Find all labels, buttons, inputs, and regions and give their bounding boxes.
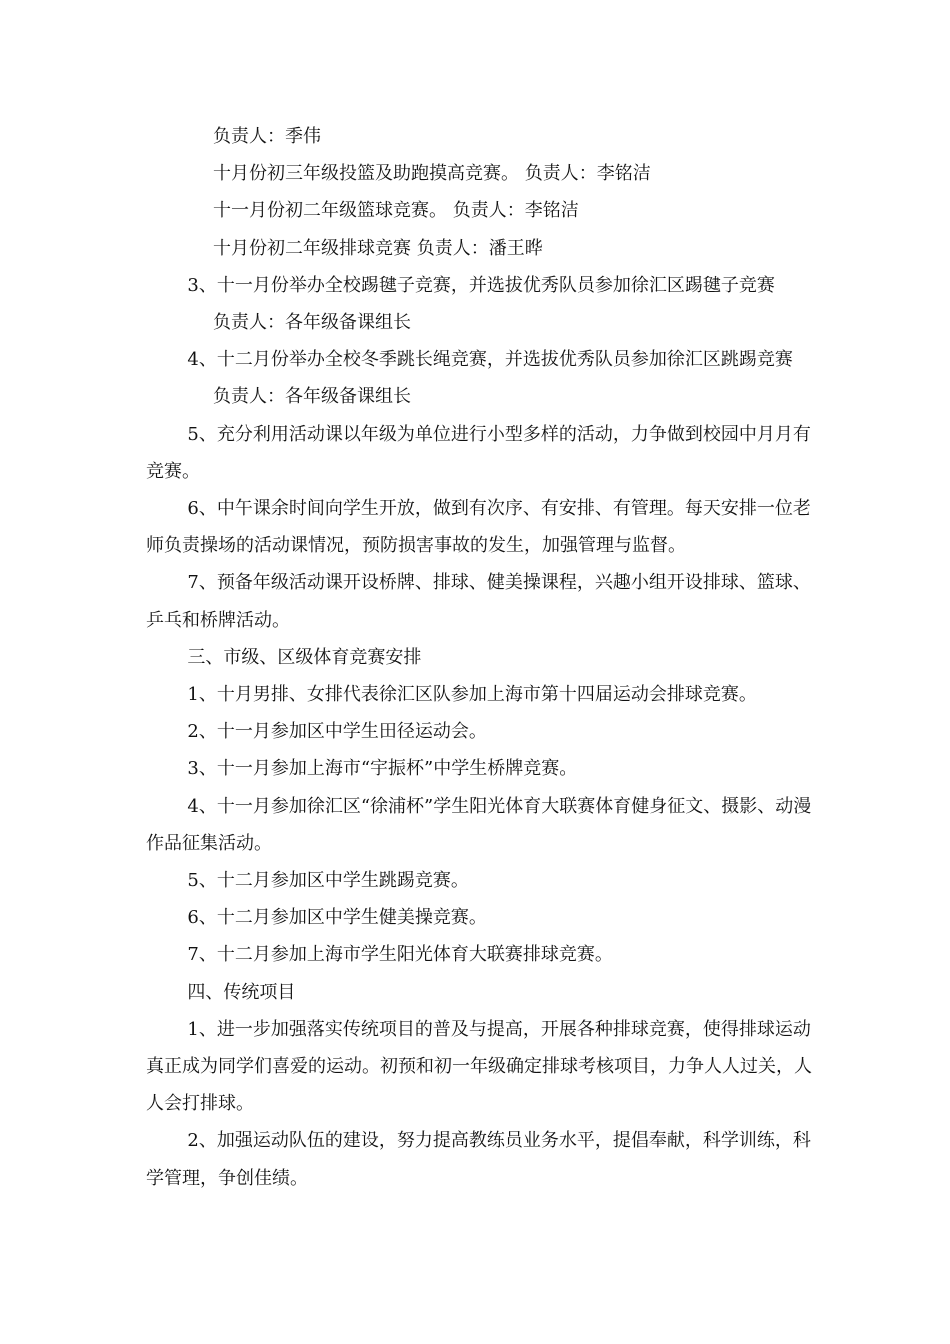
section-heading-4: 四、传统项目 (187, 981, 296, 1003)
paragraph-city-item-5: 5、十二月参加区中学生跳踢竞赛。 (187, 870, 469, 892)
paragraph-item-5-activity-class: 5、充分利用活动课以年级为单位进行小型多样的活动，力争做到校园中月月有竞赛。 (146, 423, 811, 482)
paragraph-item-4-long-rope: 4、十二月份举办全校冬季跳长绳竞赛，并选拔优秀队员参加徐汇区跳踢竞赛 (187, 349, 793, 371)
paragraph-city-item-6: 6、十二月参加区中学生健美操竞赛。 (187, 907, 487, 929)
paragraph-item-6-noon-break: 6、中午课余时间向学生开放，做到有次序、有安排、有管理。每天安排一位老师负责操场的活动课情况，预防损害事故的发生，加强管理与监督。 (146, 498, 811, 557)
section-heading-3: 三、市级、区级体育竞赛安排 (187, 646, 422, 668)
paragraph-city-item-2: 2、十一月参加区中学生田径运动会。 (187, 721, 487, 743)
paragraph-oct-grade8-volleyball: 十月份初二年级排球竞赛 负责人：潘王晔 (213, 237, 543, 259)
paragraph-city-item-4: 4、十一月参加徐汇区“徐浦杯”学生阳光体育大联赛体育健身征文、摄影、动漫作品征集活动。 (146, 795, 812, 854)
document-body (146, 118, 812, 1197)
paragraph-item-3-shuttlecock: 3、十一月份举办全校踢毽子竞赛，并选拔优秀队员参加徐汇区踢毽子竞赛 (187, 274, 775, 296)
paragraph-responsible-jiwei: 负责人：季伟 (213, 126, 321, 147)
paragraph-item-7-preparatory-grade: 7、预备年级活动课开设桥牌、排球、健美操课程，兴趣小组开设排球、篮球、乒乓和桥牌活动。 (146, 572, 811, 631)
paragraph-responsible-leaders-1: 负责人：各年级备课组长 (213, 312, 411, 334)
paragraph-tradition-item-1: 1、进一步加强落实传统项目的普及与提高，开展各种排球竞赛，使得排球运动真正成为同学们喜爱的运动。初预和初一年级确定排球考核项目，力争人人过关，人人会打排球。 (146, 1018, 812, 1115)
paragraph-city-item-7: 7、十二月参加上海市学生阳光体育大联赛排球竞赛。 (187, 944, 613, 966)
paragraph-nov-grade8-basketball: 十一月份初二年级篮球竞赛。 负责人：李铭洁 (213, 200, 579, 222)
paragraph-city-item-1: 1、十月男排、女排代表徐汇区队参加上海市第十四届运动会排球竞赛。 (187, 684, 757, 706)
paragraph-oct-grade9-basketball: 十月份初三年级投篮及助跑摸高竞赛。 负责人：李铭洁 (213, 163, 651, 185)
paragraph-tradition-item-2: 2、加强运动队伍的建设，努力提高教练员业务水平，提倡奉献，科学训练，科学管理，争创佳绩。 (146, 1130, 811, 1189)
paragraph-city-item-3: 3、十一月参加上海市“宇振杯”中学生桥牌竞赛。 (187, 758, 578, 780)
paragraph-responsible-leaders-2: 负责人：各年级备课组长 (213, 386, 411, 408)
